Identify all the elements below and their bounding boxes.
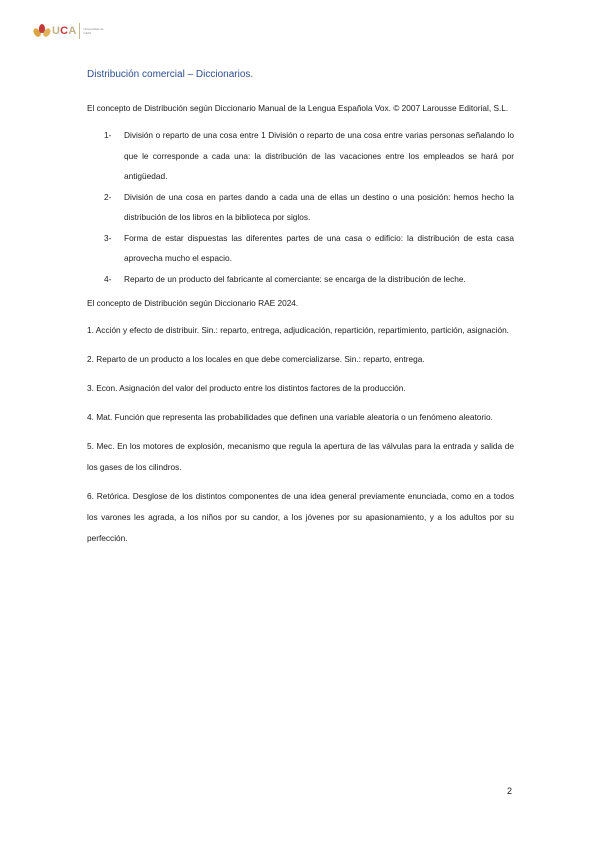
list-item: [87, 187, 514, 228]
rae-definition: 5. Mec. En los motores de explosión, mecanismo que regula la apertura de las válvulas para la entrada y salida de los gases de los cilindros.: [87, 441, 514, 472]
rae-definition: 1. Acción y efecto de distribuir. Sin.: reparto, entrega, adjudicación, repartición, repartimiento, partición, asignación.: [87, 325, 509, 335]
logo-wordmark: UCA: [52, 25, 77, 37]
page-number: 2: [507, 786, 513, 796]
list-item: [87, 125, 514, 187]
uca-logo: [34, 20, 103, 42]
list-text: Reparto de un producto del fabricante al comerciante: se encarga de la distribución de leche.: [124, 273, 466, 284]
list-text: División de una cosa en partes dando a cada una de ellas un destino o una posición: hemos hecho la distribución de los libros en la biblioteca por siglos.: [124, 191, 514, 222]
list-number: 1-: [104, 130, 112, 140]
vox-definition-list: [87, 125, 514, 289]
rae-definition: 6. Retórica. Desglose de los distintos componentes de una idea general previamente enunciada, como en a todos los varones les agrada, a los niños por su candor, a los jóvenes por su apasionamiento, y a los adultos por su perfección.: [87, 491, 514, 543]
list-item: [87, 269, 514, 290]
page-title: Distribución comercial – Diccionarios.: [87, 69, 254, 80]
logo-divider: [79, 23, 80, 39]
list-text: Forma de estar dispuestas las diferentes partes de una casa o edificio: la distribución de esta casa aprovecha mucho el espacio.: [124, 232, 514, 263]
list-text: División o reparto de una cosa entre 1 División o reparto de una cosa entre varias personas señalando lo que le corresponde a cada una: la distribución de las vacaciones entre los empleados se hará por antigüedad.: [124, 130, 514, 181]
list-number: 3-: [104, 232, 112, 243]
list-number: 4-: [104, 273, 112, 284]
vox-intro: El concepto de Distribución según Diccionario Manual de la Lengua Española Vox. © 2007 Larousse Editorial, S.L.: [87, 103, 509, 113]
logo-subtitle: Universidad de Cádiz: [83, 27, 104, 35]
list-item: [87, 228, 514, 269]
list-number: 2-: [104, 191, 112, 202]
rae-definition: 3. Econ. Asignación del valor del producto entre los distintos factores de la producción.: [87, 383, 406, 393]
rae-definition: 4. Mat. Función que representa las probabilidades que definen una variable aleatoria o un fenómeno aleatorio.: [87, 412, 493, 422]
rae-definition: 2. Reparto de un producto a los locales en que debe comercializarse. Sin.: reparto, entrega.: [87, 354, 425, 364]
rae-definitions: [87, 320, 514, 549]
document-body: [87, 68, 514, 557]
uca-emblem-icon: [34, 23, 50, 39]
rae-intro: El concepto de Distribución según Diccionario RAE 2024.: [87, 298, 299, 308]
